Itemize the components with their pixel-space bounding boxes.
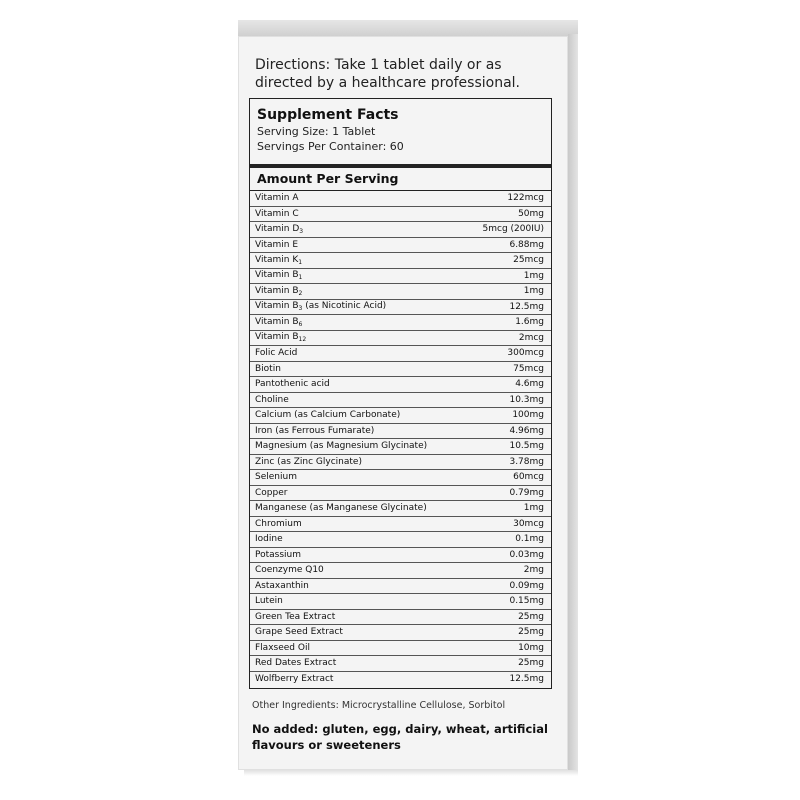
nutrient-amount: 25mcg (513, 255, 544, 266)
nutrient-name: Pantothenic acid (255, 379, 330, 390)
nutrient-row (250, 284, 551, 300)
nutrient-name: Vitamin $B_{12}$ (255, 332, 307, 344)
nutrient-row (250, 377, 551, 393)
nutrient-row (250, 532, 551, 548)
nutrient-name: Potassium (255, 549, 302, 560)
nutrient-name: Astaxanthin (255, 580, 309, 591)
nutrient-amount: 60mcg (513, 472, 544, 483)
box-shadow (244, 770, 578, 776)
nutrient-amount: 0.03mg (509, 549, 544, 560)
nutrient-row (250, 455, 551, 471)
nutrient-name: Wolfberry Extract (255, 674, 334, 685)
nutrient-name: Grape Seed Extract (255, 627, 343, 638)
nutrient-name: Selenium (255, 472, 297, 483)
nutrient-name: Iron (as Ferrous Fumarate) (255, 425, 375, 436)
nutrient-name: Calcium (as Calcium Carbonate) (255, 410, 401, 421)
nutrient-row (250, 362, 551, 378)
box-side-face (568, 34, 578, 770)
nutrient-name: Chromium (255, 518, 302, 529)
nutrient-row (250, 253, 551, 269)
nutrient-name: Magnesium (as Magnesium Glycinate) (255, 441, 428, 452)
nutrient-row (250, 315, 551, 331)
nutrient-amount: 4.96mg (509, 425, 544, 436)
nutrient-amount: 0.1mg (515, 534, 544, 545)
nutrient-name: Iodine (255, 534, 283, 545)
nutrient-row (250, 346, 551, 362)
nutrient-row (250, 672, 551, 688)
nutrient-row (250, 207, 551, 223)
nutrient-name: Coenzyme Q10 (255, 565, 324, 576)
nutrient-amount: 122mcg (507, 193, 544, 204)
nutrient-row (250, 548, 551, 564)
directions-text: Directions: Take 1 tablet daily or as directed by a healthcare professional. (255, 57, 521, 91)
nutrient-name: Vitamin C (255, 208, 299, 219)
nutrient-name: Vitamin $K_1$ (255, 254, 303, 266)
nutrient-row (250, 641, 551, 657)
nutrient-row (250, 331, 551, 347)
nutrient-amount: 1mg (523, 503, 544, 514)
nutrient-amount: 25mg (518, 611, 544, 622)
nutrient-name: Vitamin $D_3$ (255, 223, 304, 235)
nutrient-amount: 25mg (518, 658, 544, 669)
nutrient-row (250, 300, 551, 316)
nutrient-row (250, 610, 551, 626)
nutrient-row (250, 656, 551, 672)
nutrient-amount: 3.78mg (509, 456, 544, 467)
nutrient-name: Vitamin $B_6$ (255, 316, 303, 328)
nutrient-row (250, 625, 551, 641)
nutrient-amount: 1mg (523, 270, 544, 281)
nutrient-amount: 25mg (518, 627, 544, 638)
facts-title: Supplement Facts (257, 107, 399, 123)
nutrient-name: Red Dates Extract (255, 658, 337, 669)
nutrient-name: Vitamin $B_1$ (255, 270, 303, 282)
serving-size: Serving Size: 1 Tablet (257, 125, 376, 138)
nutrient-name: Zinc (as Zinc Glycinate) (255, 456, 362, 467)
other-ingredients: Other Ingredients: Microcrystalline Cellulose, Sorbitol (252, 700, 506, 711)
nutrient-name: Manganese (as Manganese Glycinate) (255, 503, 427, 514)
nutrient-amount: 5mcg (200IU) (482, 224, 544, 235)
nutrient-row (250, 238, 551, 254)
nutrient-amount: 12.5mg (509, 301, 544, 312)
nutrient-row (250, 439, 551, 455)
servings-per-container: Servings Per Container: 60 (257, 140, 404, 153)
nutrient-row (250, 501, 551, 517)
nutrient-row (250, 563, 551, 579)
nutrient-row (250, 594, 551, 610)
nutrient-amount: 300mcg (507, 348, 544, 359)
nutrient-amount: 100mg (512, 410, 544, 421)
nutrient-row (250, 222, 551, 238)
nutrient-amount: 10mg (518, 642, 544, 653)
box-top-face (238, 20, 578, 36)
nutrient-amount: 2mg (523, 565, 544, 576)
nutrient-name: Vitamin $B_2$ (255, 285, 303, 297)
nutrient-name: Vitamin E (255, 239, 299, 250)
nutrient-row (250, 470, 551, 486)
nutrient-name: Copper (255, 487, 288, 498)
nutrient-name: Green Tea Extract (255, 611, 336, 622)
nutrient-row (250, 517, 551, 533)
nutrient-row (250, 579, 551, 595)
nutrient-amount: 6.88mg (509, 239, 544, 250)
nutrient-name: Folic Acid (255, 348, 298, 359)
nutrient-name: Biotin (255, 363, 281, 374)
amount-per-serving-header: Amount Per Serving (250, 168, 551, 191)
nutrient-row (250, 408, 551, 424)
nutrient-row (250, 269, 551, 285)
nutrient-amount: 12.5mg (509, 674, 544, 685)
nutrient-name: Choline (255, 394, 289, 405)
nutrient-name: Lutein (255, 596, 283, 607)
nutrient-amount: 0.09mg (509, 580, 544, 591)
nutrient-list (250, 191, 551, 687)
nutrient-amount: 0.79mg (509, 487, 544, 498)
nutrient-amount: 50mg (518, 208, 544, 219)
nutrient-row (250, 393, 551, 409)
nutrient-amount: 4.6mg (515, 379, 544, 390)
nutrient-row (250, 191, 551, 207)
nutrient-amount: 10.3mg (509, 394, 544, 405)
nutrient-amount: 10.5mg (509, 441, 544, 452)
nutrient-amount: 1.6mg (515, 317, 544, 328)
supplement-facts-panel (249, 98, 552, 689)
nutrient-name: Vitamin A (255, 193, 299, 204)
facts-header (250, 99, 551, 164)
nutrient-amount: 30mcg (513, 518, 544, 529)
nutrient-name: Vitamin $B_3$ (as Nicotinic Acid) (255, 301, 387, 313)
nutrient-row (250, 486, 551, 502)
nutrient-amount: 1mg (523, 286, 544, 297)
no-added-statement: No added: gluten, egg, dairy, wheat, artificial flavours or sweeteners (252, 722, 548, 752)
nutrient-row (250, 424, 551, 440)
nutrient-amount: 75mcg (513, 363, 544, 374)
nutrient-amount: 2mcg (518, 332, 544, 343)
nutrient-name: Flaxseed Oil (255, 642, 310, 653)
nutrient-amount: 0.15mg (509, 596, 544, 607)
